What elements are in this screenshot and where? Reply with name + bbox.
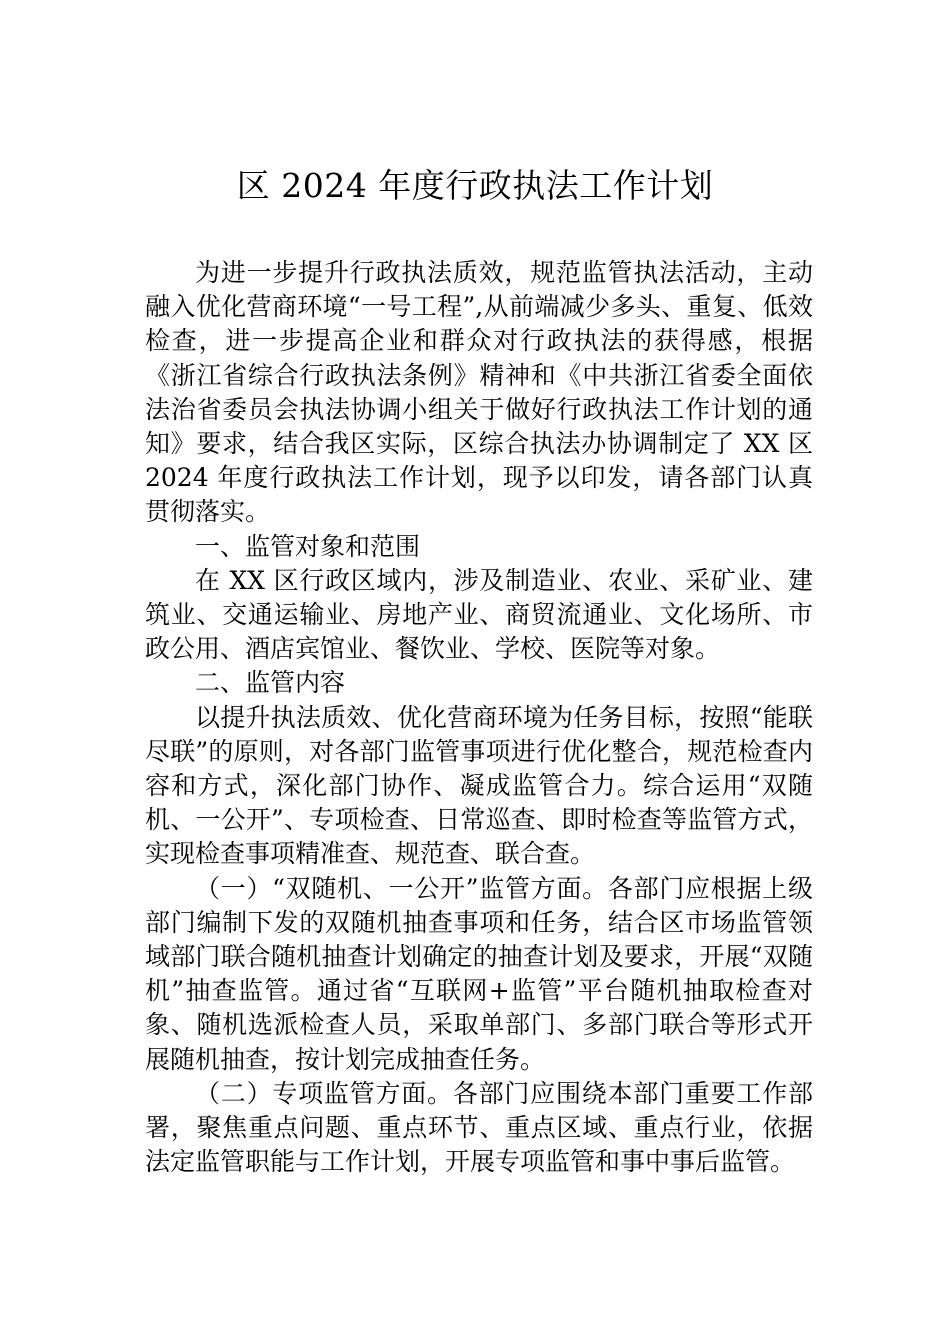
section-heading-content: 二、监管内容 — [195, 668, 346, 698]
content-paragraph: 以提升执法质效、优化营商环境为任务目标，按照“能联尽联”的原则，对各部门监管事项进行优化整合，规范检查内容和方式，深化部门协作、凝成监管合力。综合运用“双随机、一公开”、专项检查、日常巡查、即时检查等监管方式，实现检查事项精准查、规范查、联合查。 — [145, 702, 813, 869]
section-heading-scope: 一、监管对象和范围 — [195, 531, 421, 561]
document-body — [145, 256, 813, 1179]
special-supervision-paragraph: （二）专项监管方面。各部门应围绕本部门重要工作部署，聚焦重点问题、重点环节、重点区域、重点行业，依据法定监管职能与工作计划，开展专项监管和事中事后监管。 — [145, 1078, 813, 1177]
intro-paragraph: 为进一步提升行政执法质效，规范监管执法活动，主动融入优化营商环境“一号工程”,从前端减少多头、重复、低效检查，进一步提高企业和群众对行政执法的获得感，根据《浙江省综合行政执法条例》精神和《中共浙江省委全面依法治省委员会执法协调小组关于做好行政执法工作计划的通知》要求，结合我区实际，区综合执法办协调制定了 XX 区 2024 年度行政执法工作计划，现予以印发，请各部门认真贯彻落实。 — [145, 258, 813, 527]
random-inspection-paragraph: （一）“双随机、一公开”监管方面。各部门应根据上级部门编制下发的双随机抽查事项和任务，结合区市场监管领域部门联合随机抽查计划确定的抽查计划及要求，开展“双随机”抽查监管。通过省“互联网+监管”平台随机抽取检查对象、随机选派检查人员，采取单部门、多部门联合等形式开展随机抽查，按计划完成抽查任务。 — [145, 873, 813, 1074]
scope-paragraph: 在 XX 区行政区域内，涉及制造业、农业、采矿业、建筑业、交通运输业、房地产业、商贸流通业、文化场所、市政公用、酒店宾馆业、餐饮业、学校、医院等对象。 — [145, 565, 813, 664]
document-title: 区 2024 年度行政执法工作计划 — [236, 166, 714, 205]
